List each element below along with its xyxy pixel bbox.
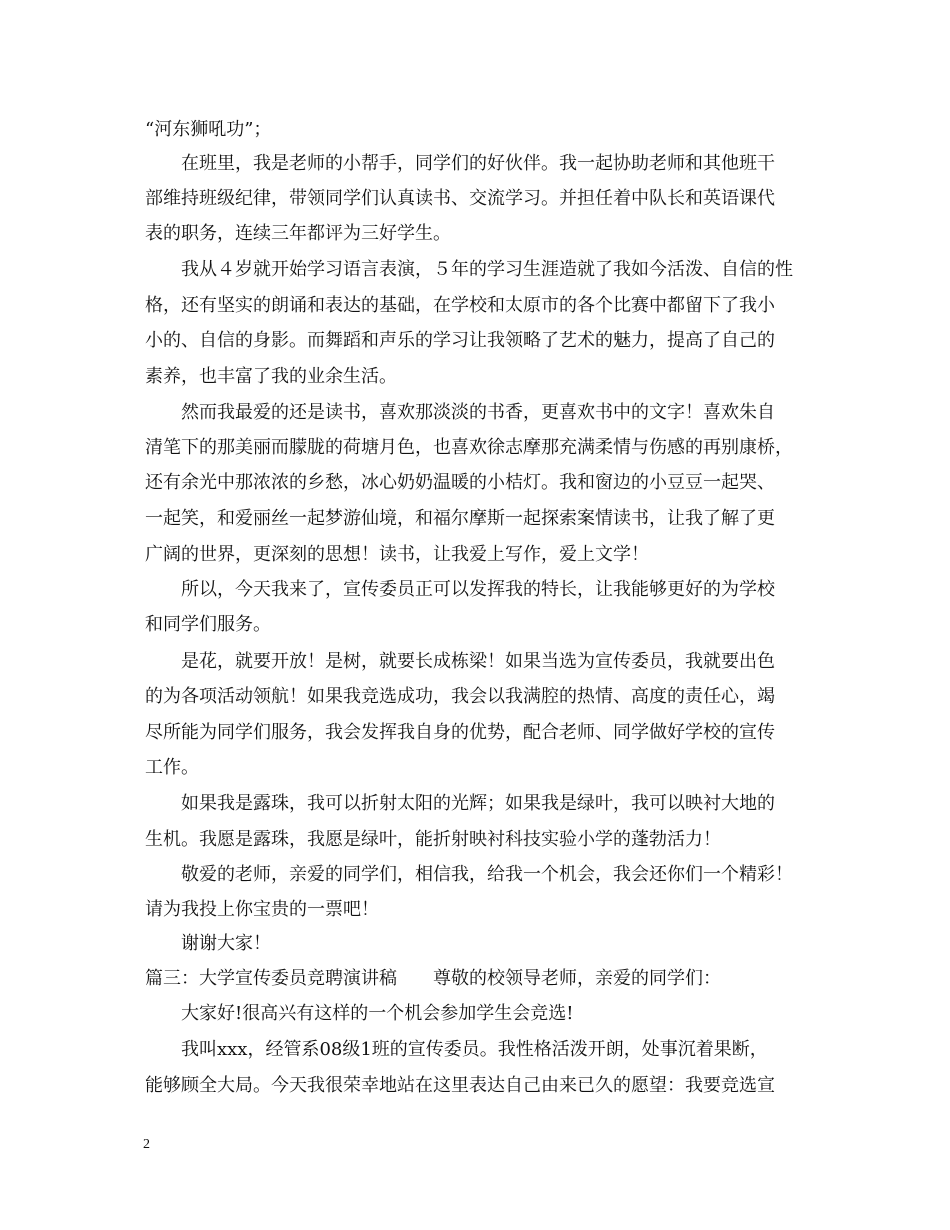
- text-line: 和同学们服务。: [145, 614, 271, 635]
- text-line: 请为我投上你宝贵的一票吧！: [145, 899, 379, 920]
- text-line: 表的职务，连续三年都评为三好学生。: [145, 223, 451, 244]
- text-line: 素养，也丰富了我的业余生活。: [145, 366, 397, 387]
- text-line: 如果我是露珠，我可以折射太阳的光辉；如果我是绿叶，我可以映衬大地的: [145, 793, 775, 814]
- page-number: 2: [143, 1137, 150, 1152]
- text-line: 格，还有坚实的朗诵和表达的基础，在学校和太原市的各个比赛中都留下了我小: [145, 295, 775, 316]
- text-line: 还有余光中那浓浓的乡愁，冰心奶奶温暖的小桔灯。我和窗边的小豆豆一起哭、: [145, 472, 775, 493]
- text-line: 敬爱的老师，亲爱的同学们，相信我，给我一个机会，我会还你们一个精彩！: [145, 864, 793, 885]
- text-line: 工作。: [145, 757, 199, 778]
- text-line: 尽所能为同学们服务，我会发挥我自身的优势，配合老师、同学做好学校的宣传: [145, 722, 775, 743]
- text-line: 所以，今天我来了，宣传委员正可以发挥我的特长，让我能够更好的为学校: [145, 579, 775, 600]
- text-line: 我从４岁就开始学习语言表演，５年的学习生涯造就了我如今活泼、自信的性: [145, 259, 793, 280]
- text-line: 谢谢大家！: [145, 933, 271, 954]
- text-line: 在班里，我是老师的小帮手，同学们的好伙伴。我一起协助老师和其他班干: [145, 153, 775, 174]
- text-line: 一起笑，和爱丽丝一起梦游仙境，和福尔摩斯一起探索案情读书，让我了解了更: [145, 508, 775, 529]
- text-line: 清笔下的那美丽而朦胧的荷塘月色，也喜欢徐志摩那充满柔情与伤感的再别康桥，: [145, 437, 793, 458]
- text-line: 我叫xxx，经管系08级1班的宣传委员。我性格活泼开朗，处事沉着果断，: [145, 1039, 768, 1060]
- text-line: 是花，就要开放！是树，就要长成栋梁！如果当选为宣传委员，我就要出色: [145, 651, 775, 672]
- text-line: 的为各项活动领航！如果我竞选成功，我会以我满腔的热情、高度的责任心，竭: [145, 686, 775, 707]
- text-line: 然而我最爱的还是读书，喜欢那淡淡的书香，更喜欢书中的文字！喜欢朱自: [145, 402, 775, 423]
- text-line: “河东狮吼功”；: [145, 119, 272, 140]
- text-line: 大家好!很高兴有这样的一个机会参加学生会竞选!: [145, 1003, 574, 1024]
- text-line: 小的、自信的身影。而舞蹈和声乐的学习让我领略了艺术的魅力，提高了自己的: [145, 330, 775, 351]
- text-line: 生机。我愿是露珠，我愿是绿叶，能折射映衬科技实验小学的蓬勃活力！: [145, 829, 721, 850]
- text-line: 部维持班级纪律，带领同学们认真读书、交流学习。并担任着中队长和英语课代: [145, 188, 775, 209]
- text-line: 广阔的世界，更深刻的思想！读书，让我爱上写作，爱上文学！: [145, 544, 649, 565]
- text-line: 能够顾全大局。今天我很荣幸地站在这里表达自己由来已久的愿望：我要竞选宣: [145, 1075, 775, 1096]
- text-line: 篇三：大学宣传委员竞聘演讲稿 尊敬的校领导老师，亲爱的同学们：: [145, 968, 721, 989]
